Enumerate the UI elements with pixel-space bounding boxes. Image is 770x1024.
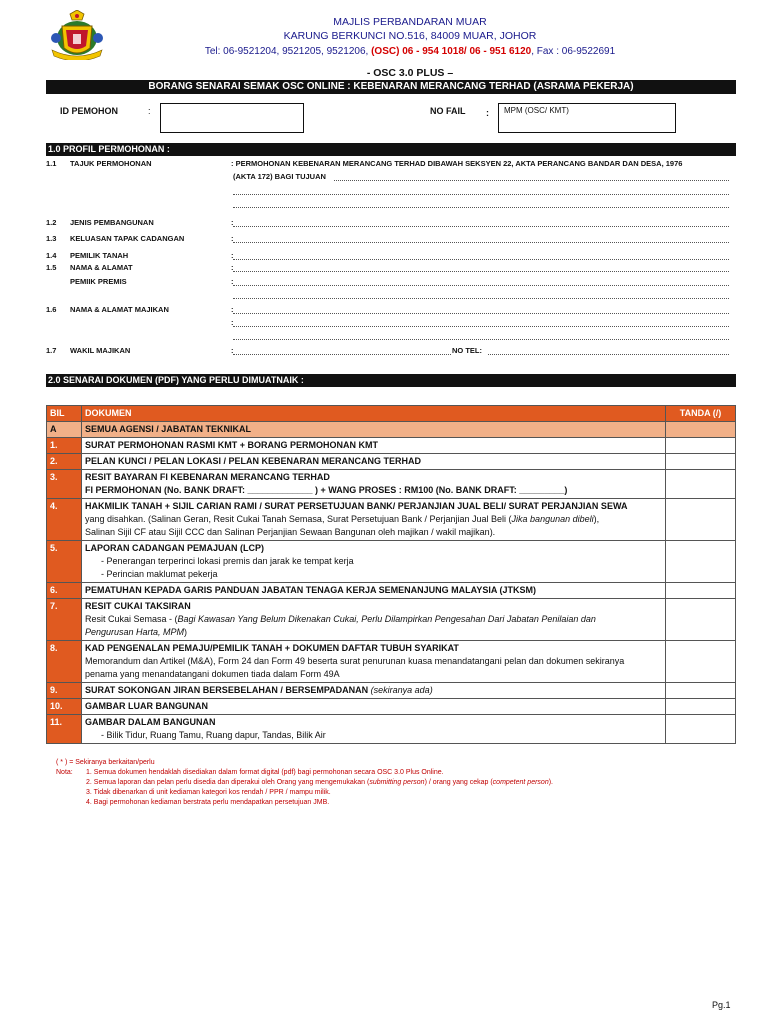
item-4-detail-a: yang disahkan. (Salinan Geran, Resit Cukai Tanah Semasa, Surat Persetujuan Bank / Perjanjian Jual Beli (: [84, 514, 512, 524]
id-pemohon-field[interactable]: [160, 103, 304, 133]
col-tanda: TANDA (/): [666, 406, 736, 422]
row-1-7-line[interactable]: [233, 354, 451, 355]
item-5-title: LAPORAN CADANGAN PEMAJUAN (LCP): [84, 543, 264, 553]
note-legend: ( * ) = Sekiranya berkaitan/perlu: [56, 759, 155, 766]
row-mark-cell[interactable]: [666, 470, 736, 499]
row-1-6-line-3[interactable]: [233, 339, 729, 340]
item-7-detail-italic-2: Pengurusan Harta, MPM: [84, 627, 185, 637]
item-7-detail-2: [85, 626, 662, 639]
item-7-detail: [85, 613, 662, 626]
row-number: 9.: [47, 683, 82, 699]
item-7-detail-close: ): [184, 627, 188, 637]
no-fail-value: MPM (OSC/ KMT): [504, 106, 569, 115]
table-row: [47, 715, 736, 744]
section-1-title: 1.0 PROFIL PERMOHONAN :: [46, 143, 736, 156]
table-row: [47, 683, 736, 699]
table-row: [47, 599, 736, 641]
row-1-6-colon-2: :: [231, 318, 234, 327]
row-1-7-colon: :: [231, 346, 234, 355]
row-number: 1.: [47, 438, 82, 454]
row-1-7-label: WAKIL MAJIKAN: [70, 346, 131, 355]
item-8-title: KAD PENGENALAN PEMAJU/PEMILIK TANAH + DOKUMEN DAFTAR TUBUH SYARIKAT: [84, 643, 459, 653]
row-1-6-number: 1.6: [46, 305, 57, 314]
note-2-e: ).: [548, 779, 553, 786]
note-row-3: [56, 788, 553, 798]
table-row: [47, 583, 736, 599]
table-row: [47, 438, 736, 454]
section-2-title: 2.0 SENARAI DOKUMEN (PDF) YANG PERLU DIMUATNAIK :: [46, 374, 736, 387]
note-2-submitting: submitting person: [369, 779, 425, 786]
row-mark-cell[interactable]: [666, 541, 736, 583]
item-11-title: GAMBAR DALAM BANGUNAN: [84, 717, 216, 727]
item-11-bullet: - Bilik Tidur, Ruang Tamu, Ruang dapur, Tandas, Bilik Air: [100, 730, 326, 740]
note-row-2: [56, 778, 553, 788]
row-number: 2.: [47, 454, 82, 470]
table-row: [47, 422, 736, 438]
row-1-5-colon-2: :: [231, 277, 234, 286]
row-number: 8.: [47, 641, 82, 683]
row-number: 10.: [47, 699, 82, 715]
row-1-7-tel-line[interactable]: [488, 354, 729, 355]
row-number: 6.: [47, 583, 82, 599]
row-1-2-line[interactable]: [233, 226, 729, 227]
row-mark-cell[interactable]: [666, 499, 736, 541]
notes-block: [56, 758, 553, 808]
row-1-4-line[interactable]: [233, 259, 729, 260]
item-9-title: SURAT SOKONGAN JIRAN BERSEBELAHAN / BERSEMPADANAN: [84, 685, 371, 695]
row-mark-cell[interactable]: [666, 683, 736, 699]
row-number: 7.: [47, 599, 82, 641]
row-1-2-label: JENIS PEMBANGUNAN: [70, 218, 154, 227]
item-7-title: RESIT CUKAI TAKSIRAN: [84, 601, 191, 611]
row-1-1-line-1[interactable]: [334, 180, 729, 181]
row-1-1-text-2: (AKTA 172) BAGI TUJUAN: [233, 172, 326, 181]
item-7-detail-italic: Bagi Kawasan Yang Belum Dikenakan Cukai, Perlu Dilampirkan Pengesahan Dari Jabatan Penilaian dan: [177, 614, 596, 624]
row-1-1-text: : PERMOHONAN KEBENARAN MERANCANG TERHAD DIBAWAH SEKSYEN 22, AKTA PERANCANG BANDAR DAN DESA, 1976: [231, 159, 683, 168]
row-document: SURAT PERMOHONAN RASMI KMT + BORANG PERMOHONAN KMT: [81, 438, 665, 454]
row-document: SEMUA AGENSI / JABATAN TEKNIKAL: [81, 422, 665, 438]
table-row: [47, 470, 736, 499]
row-mark-cell[interactable]: [666, 422, 736, 438]
row-1-6-colon: :: [231, 305, 234, 314]
row-mark-cell[interactable]: [666, 641, 736, 683]
row-number: 5.: [47, 541, 82, 583]
row-document: PEMATUHAN KEPADA GARIS PANDUAN JABATAN TENAGA KERJA SEMENANJUNG MALAYSIA (JTKSM): [81, 583, 665, 599]
table-header-row: [47, 406, 736, 422]
row-1-6-label: NAMA & ALAMAT MAJIKAN: [70, 305, 169, 314]
row-document: [81, 470, 665, 499]
table-row: [47, 454, 736, 470]
council-emblem-icon: [46, 10, 108, 60]
row-1-1-label: TAJUK PERMOHONAN: [70, 159, 152, 168]
note-2-competent: competent person: [492, 779, 549, 786]
row-1-3-colon: :: [231, 234, 234, 243]
row-number: 4.: [47, 499, 82, 541]
row-1-6-line-2[interactable]: [233, 326, 729, 327]
note-2: [86, 778, 553, 788]
item-3-detail: FI PERMOHONAN (No. BANK DRAFT: _____________ ) + WANG PROSES : RM100 (No. BANK DRAFT: _________): [84, 485, 568, 495]
item-3-title: RESIT BAYARAN FI KEBENARAN MERANCANG TERHAD: [84, 472, 330, 482]
row-1-1-line-2[interactable]: [233, 194, 729, 195]
row-number: 11.: [47, 715, 82, 744]
row-1-2-colon: :: [231, 218, 234, 227]
fax-number: , Fax : 06-9522691: [531, 46, 616, 57]
form-title: BORANG SENARAI SEMAK OSC ONLINE : KEBENARAN MERANCANG TERHAD (ASRAMA PEKERJA): [46, 80, 736, 94]
table-row: [47, 541, 736, 583]
row-1-5-number: 1.5: [46, 263, 57, 272]
row-document: [81, 683, 665, 699]
council-address: KARUNG BERKUNCI NO.516, 84009 MUAR, JOHOR: [283, 30, 537, 42]
row-1-4-number: 1.4: [46, 251, 57, 260]
item-5-bullet-1: - Penerangan terperinci lokasi premis dan jarak ke tempat kerja: [100, 556, 354, 566]
item-8-detail: Memorandum dan Artikel (M&A), Form 24 dan Form 49 beserta surat penurunan kuasa menandatangani pelan dan dokumen sekiranya: [84, 656, 625, 666]
row-1-5-label-2: PEMIIK PREMIS: [70, 277, 127, 286]
row-1-6-line-1[interactable]: [233, 313, 729, 314]
note-3: 3. Tidak dibenarkan di unit kediaman kategori kos rendah / PPR / mampu milik.: [86, 789, 331, 796]
row-1-1-line-3[interactable]: [233, 207, 729, 208]
row-1-3-line[interactable]: [233, 242, 729, 243]
col-bil: BIL: [47, 406, 82, 422]
row-1-2-number: 1.2: [46, 218, 57, 227]
row-document: [81, 599, 665, 641]
file-colon: :: [486, 108, 489, 118]
item-4-detail-2: Salinan Sijil CF atau Sijil CCC dan Salinan Perjanjian Sewaan Bangunan oleh majikan / wakil majikan).: [84, 527, 496, 537]
row-mark-cell[interactable]: [666, 438, 736, 454]
osc-version: - OSC 3.0 PLUS –: [366, 67, 454, 79]
item-4-detail-italic: Jika bangunan dibeli: [511, 514, 594, 524]
item-7-detail-a: Resit Cukai Semasa - (: [84, 614, 178, 624]
row-1-3-label: KELUASAN TAPAK CADANGAN: [70, 234, 185, 243]
row-1-5-line-3[interactable]: [233, 298, 729, 299]
row-document: PELAN KUNCI / PELAN LOKASI / PELAN KEBENARAN MERANCANG TERHAD: [81, 454, 665, 470]
item-9-note: (sekiranya ada): [370, 685, 433, 695]
council-name: MAJLIS PERBANDARAN MUAR: [333, 16, 487, 28]
row-1-5-line-1[interactable]: [233, 271, 729, 272]
note-2-c: ) / orang yang cekap (: [424, 779, 493, 786]
item-4-title: HAKMILIK TANAH + SIJIL CARIAN RAMI / SURAT PERSETUJUAN BANK/ PERJANJIAN JUAL BELI/ SURAT PERJANJIAN SEWA: [84, 501, 628, 511]
row-1-4-colon: :: [231, 251, 234, 260]
row-number: A: [47, 422, 82, 438]
item-5-bullet-2: - Perincian maklumat pekerja: [100, 569, 218, 579]
row-1-1-number: 1.1: [46, 159, 57, 168]
row-document: [81, 499, 665, 541]
table-row: [47, 499, 736, 541]
row-mark-cell[interactable]: [666, 454, 736, 470]
row-1-7-number: 1.7: [46, 346, 57, 355]
row-1-7-tel-label: NO TEL:: [452, 346, 482, 355]
row-mark-cell[interactable]: [666, 599, 736, 641]
row-mark-cell[interactable]: [666, 715, 736, 744]
table-row: [47, 699, 736, 715]
osc-tel: (OSC) 06 - 954 1018/ 06 - 951 6120: [371, 46, 532, 57]
note-2-a: 2. Semua laporan dan pelan perlu disedia dan diperakui oleh Orang yang mengemukakan (: [86, 779, 370, 786]
item-4-detail-b: ),: [593, 514, 600, 524]
note-row-1: [56, 768, 553, 778]
tel-numbers: Tel: 06-9521204, 9521205, 9521206,: [204, 46, 372, 57]
document-checklist-table: [46, 405, 736, 744]
row-1-4-label: PEMILIK TANAH: [70, 251, 129, 260]
nota-label: Nota:: [56, 769, 73, 776]
row-number: 3.: [47, 470, 82, 499]
council-contact: [110, 45, 710, 58]
row-1-5-label: NAMA & ALAMAT: [70, 263, 133, 272]
row-mark-cell[interactable]: [666, 583, 736, 599]
row-mark-cell[interactable]: [666, 699, 736, 715]
col-dokumen: DOKUMEN: [81, 406, 665, 422]
item-8-detail-2: penama yang menandatangani dokumen tiada dalam Form 49A: [84, 669, 340, 679]
row-1-3-number: 1.3: [46, 234, 57, 243]
row-document: [81, 715, 665, 744]
row-1-5-colon: :: [231, 263, 234, 272]
row-document: [81, 641, 665, 683]
row-1-5-line-2[interactable]: [233, 285, 729, 286]
note-1: 1. Semua dokumen hendaklah disediakan dalam format digital (pdf) bagi permohonan secara OSC 3.0 Plus Online.: [86, 769, 444, 776]
id-pemohon-label: ID PEMOHON: [60, 106, 119, 116]
row-document: [81, 541, 665, 583]
item-4-detail: [85, 513, 662, 526]
note-4: 4. Bagi permohonan kediaman berstrata perlu mendapatkan persetujuan JMB.: [86, 799, 330, 806]
page-number: Pg.1: [712, 1000, 731, 1010]
table-row: [47, 641, 736, 683]
id-colon: :: [148, 106, 151, 116]
row-document: GAMBAR LUAR BANGUNAN: [81, 699, 665, 715]
note-row-4: [56, 798, 553, 808]
no-fail-label: NO FAIL: [430, 106, 466, 116]
